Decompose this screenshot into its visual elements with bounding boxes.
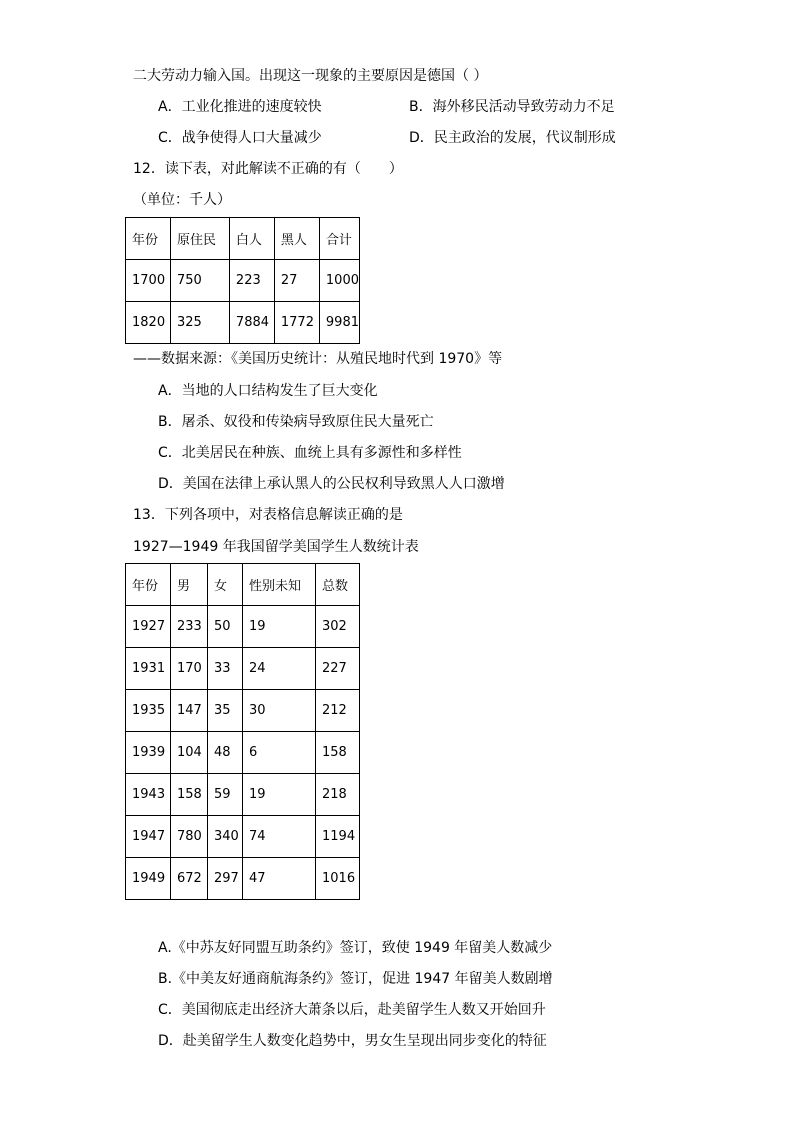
table-header-cell: 女 bbox=[208, 564, 243, 606]
table-row bbox=[126, 732, 360, 774]
table-cell: 1700 bbox=[126, 260, 171, 302]
table-cell: 6 bbox=[243, 732, 316, 774]
table-cell: 33 bbox=[208, 648, 243, 690]
table-cell: 27 bbox=[274, 260, 319, 302]
table-cell: 147 bbox=[171, 690, 208, 732]
q12-population-table bbox=[125, 217, 360, 344]
table-header-cell: 原住民 bbox=[170, 218, 229, 260]
table-cell: 212 bbox=[316, 690, 360, 732]
q13-option-d[interactable]: D．赴美留学生人数变化趋势中，男女生呈现出同步变化的特征 bbox=[158, 1033, 547, 1049]
table-cell: 104 bbox=[171, 732, 208, 774]
q12-option-c[interactable]: C．北美居民在种族、血统上具有多源性和多样性 bbox=[158, 445, 462, 461]
table-cell: 19 bbox=[243, 606, 316, 648]
table-cell: 218 bbox=[316, 774, 360, 816]
q12-option-d[interactable]: D．美国在法律上承认黑人的公民权利导致黑人人口激增 bbox=[158, 476, 505, 492]
table-cell: 24 bbox=[243, 648, 316, 690]
table-cell: 1943 bbox=[126, 774, 171, 816]
table-cell: 223 bbox=[229, 260, 274, 302]
table-cell: 672 bbox=[171, 858, 208, 900]
q13-students-table bbox=[125, 563, 360, 900]
table-cell: 47 bbox=[243, 858, 316, 900]
table-row bbox=[126, 690, 360, 732]
table-cell: 1194 bbox=[316, 816, 360, 858]
table-row bbox=[126, 260, 360, 302]
q11-option-b[interactable]: B．海外移民活动导致劳动力不足 bbox=[409, 99, 615, 115]
table-header-cell: 总数 bbox=[316, 564, 360, 606]
table-cell: 325 bbox=[170, 302, 229, 344]
table-cell: 19 bbox=[243, 774, 316, 816]
q13-option-b[interactable]: B.《中美友好通商航海条约》签订，促进 1947 年留美人数剧增 bbox=[158, 971, 553, 987]
table-cell: 170 bbox=[171, 648, 208, 690]
table-cell: 302 bbox=[316, 606, 360, 648]
table-cell: 1820 bbox=[126, 302, 171, 344]
q13-table-title: 1927—1949 年我国留学美国学生人数统计表 bbox=[133, 539, 419, 555]
table-cell: 9981 bbox=[319, 302, 359, 344]
table-cell: 233 bbox=[171, 606, 208, 648]
table-cell: 297 bbox=[208, 858, 243, 900]
table-cell: 35 bbox=[208, 690, 243, 732]
table-row bbox=[126, 774, 360, 816]
q12-option-a[interactable]: A．当地的人口结构发生了巨大变化 bbox=[158, 383, 378, 399]
q11-option-c[interactable]: C．战争使得人口大量减少 bbox=[158, 130, 322, 146]
table-header-cell: 年份 bbox=[126, 218, 171, 260]
table-header-cell: 性别未知 bbox=[243, 564, 316, 606]
table-cell: 74 bbox=[243, 816, 316, 858]
table-header-cell: 黑人 bbox=[274, 218, 319, 260]
table-header-cell: 合计 bbox=[319, 218, 359, 260]
table-header-row bbox=[126, 564, 360, 606]
table-cell: 1935 bbox=[126, 690, 171, 732]
table-row bbox=[126, 648, 360, 690]
q11-option-d[interactable]: D．民主政治的发展，代议制形成 bbox=[409, 130, 616, 146]
table-cell: 158 bbox=[171, 774, 208, 816]
table-header-row bbox=[126, 218, 360, 260]
q13-option-a[interactable]: A.《中苏友好同盟互助条约》签订，致使 1949 年留美人数减少 bbox=[158, 940, 553, 956]
table-cell: 1927 bbox=[126, 606, 171, 648]
table-cell: 340 bbox=[208, 816, 243, 858]
table-cell: 1000 bbox=[319, 260, 359, 302]
table-cell: 1939 bbox=[126, 732, 171, 774]
table-cell: 30 bbox=[243, 690, 316, 732]
table-header-cell: 白人 bbox=[229, 218, 274, 260]
table-cell: 1772 bbox=[274, 302, 319, 344]
table-header-cell: 男 bbox=[171, 564, 208, 606]
table-header-cell: 年份 bbox=[126, 564, 171, 606]
q12-source: ——数据来源：《美国历史统计：从殖民地时代到 1970》等 bbox=[133, 351, 503, 367]
table-cell: 158 bbox=[316, 732, 360, 774]
q12-stem: 12．读下表，对此解读不正确的有（ ） bbox=[133, 161, 403, 177]
table-row bbox=[126, 606, 360, 648]
table-cell: 1947 bbox=[126, 816, 171, 858]
q11-option-a[interactable]: A．工业化推进的速度较快 bbox=[158, 99, 322, 115]
q12-unit: （单位：千人） bbox=[133, 192, 231, 208]
table-cell: 7884 bbox=[229, 302, 274, 344]
table-cell: 1931 bbox=[126, 648, 171, 690]
table-cell: 1949 bbox=[126, 858, 171, 900]
table-row bbox=[126, 816, 360, 858]
table-cell: 48 bbox=[208, 732, 243, 774]
table-row bbox=[126, 302, 360, 344]
q11-stem-tail: 二大劳动力输入国。出现这一现象的主要原因是德国（ ） bbox=[133, 68, 488, 84]
table-cell: 227 bbox=[316, 648, 360, 690]
table-row bbox=[126, 858, 360, 900]
table-cell: 780 bbox=[171, 816, 208, 858]
table-cell: 59 bbox=[208, 774, 243, 816]
q12-option-b[interactable]: B．屠杀、奴役和传染病导致原住民大量死亡 bbox=[158, 414, 434, 430]
table-cell: 1016 bbox=[316, 858, 360, 900]
q13-stem: 13．下列各项中，对表格信息解读正确的是 bbox=[133, 507, 403, 523]
table-cell: 50 bbox=[208, 606, 243, 648]
q13-option-c[interactable]: C．美国彻底走出经济大萧条以后，赴美留学生人数又开始回升 bbox=[158, 1002, 546, 1018]
table-cell: 750 bbox=[170, 260, 229, 302]
